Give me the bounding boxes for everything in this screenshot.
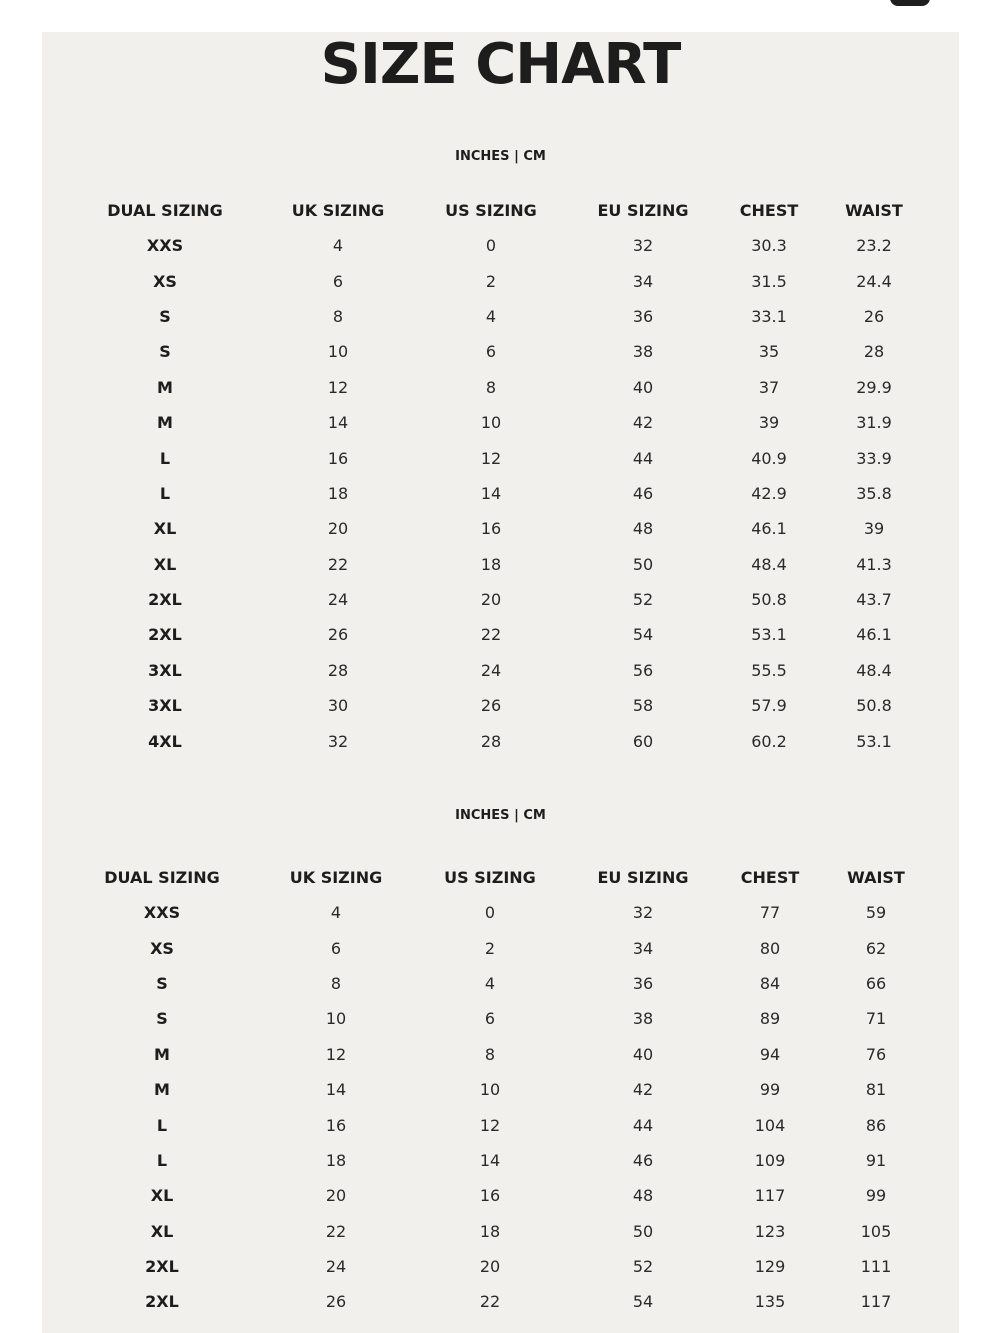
table-row: [75, 511, 935, 546]
cell-chest: 123: [754, 1221, 786, 1241]
cell-uk-sizing: 18: [325, 1150, 347, 1170]
cell-uk-sizing: 4: [330, 903, 342, 923]
col-header-chest: CHEST: [740, 867, 800, 887]
cell-dual-sizing: M: [157, 413, 173, 433]
cell-us-sizing: 22: [480, 625, 502, 645]
cell-chest: 60.2: [751, 731, 787, 751]
cell-eu-sizing: 54: [632, 1292, 654, 1312]
cell-eu-sizing: 48: [632, 1186, 654, 1206]
cell-eu-sizing: 54: [632, 625, 654, 645]
cell-eu-sizing: 40: [632, 1044, 654, 1064]
col-header-dual: DUAL SIZING: [107, 200, 223, 220]
cell-eu-sizing: 32: [632, 236, 654, 256]
cell-uk-sizing: 28: [327, 660, 349, 680]
cell-waist: 86: [865, 1115, 887, 1135]
cell-chest: 39: [758, 413, 780, 433]
cell-waist: 28: [863, 342, 885, 362]
cell-waist: 33.9: [856, 448, 892, 468]
cell-eu-sizing: 44: [632, 1115, 654, 1135]
cell-dual-sizing: M: [154, 1080, 170, 1100]
cell-dual-sizing: 2XL: [148, 590, 182, 610]
cell-eu-sizing: 34: [632, 938, 654, 958]
cell-dual-sizing: L: [159, 483, 171, 503]
table-row: [75, 582, 935, 617]
table-row: [72, 1001, 938, 1036]
cell-chest: 99: [759, 1080, 781, 1100]
col-header-waist: WAIST: [847, 867, 905, 887]
units-label-2: INCHES | CM: [455, 808, 546, 823]
cell-eu-sizing: 40: [632, 377, 654, 397]
cell-dual-sizing: 4XL: [148, 731, 182, 751]
table-row: [75, 228, 935, 263]
cell-eu-sizing: 38: [632, 342, 654, 362]
table-row: [72, 1107, 938, 1142]
cell-chest: 35: [758, 342, 780, 362]
cell-chest: 57.9: [751, 696, 787, 716]
cell-eu-sizing: 36: [632, 306, 654, 326]
cell-us-sizing: 4: [485, 306, 497, 326]
col-header-us: US SIZING: [445, 200, 537, 220]
cell-waist: 117: [860, 1292, 892, 1312]
table-row: [72, 1037, 938, 1072]
cell-dual-sizing: L: [156, 1150, 168, 1170]
cell-chest: 109: [754, 1150, 786, 1170]
cell-dual-sizing: L: [156, 1115, 168, 1135]
cell-uk-sizing: 14: [327, 413, 349, 433]
cell-uk-sizing: 26: [327, 625, 349, 645]
cell-eu-sizing: 50: [632, 1221, 654, 1241]
cell-chest: 55.5: [751, 660, 787, 680]
cell-us-sizing: 0: [484, 903, 496, 923]
cell-waist: 35.8: [856, 483, 892, 503]
cell-uk-sizing: 24: [327, 590, 349, 610]
cell-chest: 135: [754, 1292, 786, 1312]
table-row: [72, 895, 938, 930]
table-row: [75, 405, 935, 440]
cell-dual-sizing: S: [156, 1009, 168, 1029]
cell-us-sizing: 18: [479, 1221, 501, 1241]
cell-chest: 40.9: [751, 448, 787, 468]
page-title: SIZE CHART: [320, 32, 681, 97]
table-row: [75, 617, 935, 652]
cell-chest: 46.1: [751, 519, 787, 539]
cell-waist: 62: [865, 938, 887, 958]
cell-dual-sizing: XL: [150, 1186, 174, 1206]
top-strip: [0, 0, 1000, 32]
cell-dual-sizing: XL: [153, 519, 177, 539]
cell-uk-sizing: 20: [327, 519, 349, 539]
cell-waist: 46.1: [856, 625, 892, 645]
cell-waist: 24.4: [856, 271, 892, 291]
cell-waist: 53.1: [856, 731, 892, 751]
cell-uk-sizing: 10: [327, 342, 349, 362]
cell-dual-sizing: XS: [150, 938, 174, 958]
cell-us-sizing: 4: [484, 973, 496, 993]
cell-us-sizing: 0: [485, 236, 497, 256]
cell-uk-sizing: 16: [325, 1115, 347, 1135]
cell-waist: 26: [863, 306, 885, 326]
cell-uk-sizing: 6: [330, 938, 342, 958]
cell-waist: 71: [865, 1009, 887, 1029]
cell-dual-sizing: XXS: [143, 903, 181, 923]
cell-waist: 81: [865, 1080, 887, 1100]
table-row: [72, 1178, 938, 1213]
cell-us-sizing: 22: [479, 1292, 501, 1312]
cell-waist: 76: [865, 1044, 887, 1064]
cell-uk-sizing: 22: [327, 554, 349, 574]
cell-us-sizing: 2: [484, 938, 496, 958]
cell-chest: 89: [759, 1009, 781, 1029]
col-header-eu: EU SIZING: [597, 200, 689, 220]
cell-waist: 39: [863, 519, 885, 539]
cell-eu-sizing: 44: [632, 448, 654, 468]
cell-chest: 48.4: [751, 554, 787, 574]
cell-dual-sizing: M: [154, 1044, 170, 1064]
table-row: [72, 1214, 938, 1249]
cell-eu-sizing: 42: [632, 1080, 654, 1100]
table-row: [75, 440, 935, 475]
table-header-row: [72, 859, 938, 895]
cell-eu-sizing: 36: [632, 973, 654, 993]
table-row: [75, 688, 935, 723]
cell-us-sizing: 10: [480, 413, 502, 433]
cell-uk-sizing: 16: [327, 448, 349, 468]
cell-chest: 42.9: [751, 483, 787, 503]
table-header-row: [75, 192, 935, 228]
cell-us-sizing: 18: [480, 554, 502, 574]
cell-uk-sizing: 8: [332, 306, 344, 326]
cell-waist: 66: [865, 973, 887, 993]
cell-dual-sizing: S: [159, 306, 171, 326]
cell-waist: 59: [865, 903, 887, 923]
cell-dual-sizing: S: [156, 973, 168, 993]
table-row: [72, 1072, 938, 1107]
cell-us-sizing: 8: [484, 1044, 496, 1064]
cell-us-sizing: 20: [480, 590, 502, 610]
cell-uk-sizing: 22: [325, 1221, 347, 1241]
cell-uk-sizing: 8: [330, 973, 342, 993]
cell-chest: 94: [759, 1044, 781, 1064]
cell-eu-sizing: 46: [632, 483, 654, 503]
cell-uk-sizing: 10: [325, 1009, 347, 1029]
cropped-icon: [890, 0, 930, 6]
cell-eu-sizing: 46: [632, 1150, 654, 1170]
cell-us-sizing: 16: [479, 1186, 501, 1206]
cell-chest: 129: [754, 1257, 786, 1277]
cell-waist: 31.9: [856, 413, 892, 433]
table-row: [75, 547, 935, 582]
cell-uk-sizing: 24: [325, 1257, 347, 1277]
cell-us-sizing: 10: [479, 1080, 501, 1100]
cell-chest: 53.1: [751, 625, 787, 645]
cell-uk-sizing: 26: [325, 1292, 347, 1312]
table-row: [75, 723, 935, 758]
col-header-waist: WAIST: [845, 200, 903, 220]
cell-us-sizing: 8: [485, 377, 497, 397]
cell-waist: 48.4: [856, 660, 892, 680]
cell-waist: 29.9: [856, 377, 892, 397]
table-row: [75, 370, 935, 405]
cell-uk-sizing: 14: [325, 1080, 347, 1100]
cell-us-sizing: 20: [479, 1257, 501, 1277]
cell-chest: 50.8: [751, 590, 787, 610]
cell-uk-sizing: 12: [325, 1044, 347, 1064]
col-header-uk: UK SIZING: [289, 867, 383, 887]
cell-chest: 37: [758, 377, 780, 397]
cell-chest: 33.1: [751, 306, 787, 326]
cell-chest: 117: [754, 1186, 786, 1206]
cell-eu-sizing: 38: [632, 1009, 654, 1029]
cell-dual-sizing: XXS: [146, 236, 184, 256]
cell-dual-sizing: 3XL: [148, 660, 182, 680]
col-header-eu: EU SIZING: [597, 867, 689, 887]
cell-waist: 41.3: [856, 554, 892, 574]
size-chart-card: [42, 32, 959, 1333]
cell-us-sizing: 6: [484, 1009, 496, 1029]
cell-dual-sizing: L: [159, 448, 171, 468]
cell-us-sizing: 2: [485, 271, 497, 291]
col-header-chest: CHEST: [739, 200, 799, 220]
table-row: [72, 1284, 938, 1319]
cell-chest: 31.5: [751, 271, 787, 291]
table-row: [72, 1249, 938, 1284]
cell-dual-sizing: XS: [153, 271, 177, 291]
cell-dual-sizing: M: [157, 377, 173, 397]
cell-waist: 91: [865, 1150, 887, 1170]
cell-eu-sizing: 32: [632, 903, 654, 923]
size-table-cm: [72, 859, 938, 1320]
cell-eu-sizing: 58: [632, 696, 654, 716]
table-row: [72, 966, 938, 1001]
cell-chest: 84: [759, 973, 781, 993]
cell-eu-sizing: 56: [632, 660, 654, 680]
col-header-uk: UK SIZING: [291, 200, 385, 220]
cell-chest: 30.3: [751, 236, 787, 256]
cell-chest: 104: [754, 1115, 786, 1135]
cell-eu-sizing: 50: [632, 554, 654, 574]
col-header-us: US SIZING: [444, 867, 536, 887]
col-header-dual: DUAL SIZING: [104, 867, 220, 887]
cell-chest: 77: [759, 903, 781, 923]
cell-us-sizing: 16: [480, 519, 502, 539]
table-row: [72, 1143, 938, 1178]
cell-dual-sizing: S: [159, 342, 171, 362]
table-row: [75, 334, 935, 369]
table-row: [72, 930, 938, 965]
table-row: [75, 653, 935, 688]
table-row: [75, 263, 935, 298]
cell-waist: 111: [860, 1257, 892, 1277]
cell-us-sizing: 6: [485, 342, 497, 362]
cell-uk-sizing: 12: [327, 377, 349, 397]
cell-waist: 23.2: [856, 236, 892, 256]
cell-us-sizing: 14: [479, 1150, 501, 1170]
cell-uk-sizing: 32: [327, 731, 349, 751]
cell-uk-sizing: 20: [325, 1186, 347, 1206]
cell-dual-sizing: 2XL: [148, 625, 182, 645]
cell-chest: 80: [759, 938, 781, 958]
cell-dual-sizing: 2XL: [145, 1292, 179, 1312]
cell-dual-sizing: 2XL: [145, 1257, 179, 1277]
table-row: [75, 476, 935, 511]
cell-waist: 43.7: [856, 590, 892, 610]
cell-waist: 50.8: [856, 696, 892, 716]
cell-eu-sizing: 48: [632, 519, 654, 539]
cell-us-sizing: 14: [480, 483, 502, 503]
cell-us-sizing: 24: [480, 660, 502, 680]
cell-dual-sizing: 3XL: [148, 696, 182, 716]
table-row: [75, 299, 935, 334]
cell-uk-sizing: 6: [332, 271, 344, 291]
cell-eu-sizing: 52: [632, 1257, 654, 1277]
cell-us-sizing: 12: [480, 448, 502, 468]
units-label-1: INCHES | CM: [455, 149, 546, 164]
cell-waist: 105: [860, 1221, 892, 1241]
size-table-inches: [75, 192, 935, 759]
cell-eu-sizing: 52: [632, 590, 654, 610]
cell-dual-sizing: XL: [150, 1221, 174, 1241]
cell-us-sizing: 12: [479, 1115, 501, 1135]
cell-eu-sizing: 60: [632, 731, 654, 751]
cell-eu-sizing: 34: [632, 271, 654, 291]
cell-uk-sizing: 4: [332, 236, 344, 256]
cell-eu-sizing: 42: [632, 413, 654, 433]
cell-us-sizing: 26: [480, 696, 502, 716]
cell-dual-sizing: XL: [153, 554, 177, 574]
cell-uk-sizing: 18: [327, 483, 349, 503]
cell-waist: 99: [865, 1186, 887, 1206]
cell-uk-sizing: 30: [327, 696, 349, 716]
cell-us-sizing: 28: [480, 731, 502, 751]
